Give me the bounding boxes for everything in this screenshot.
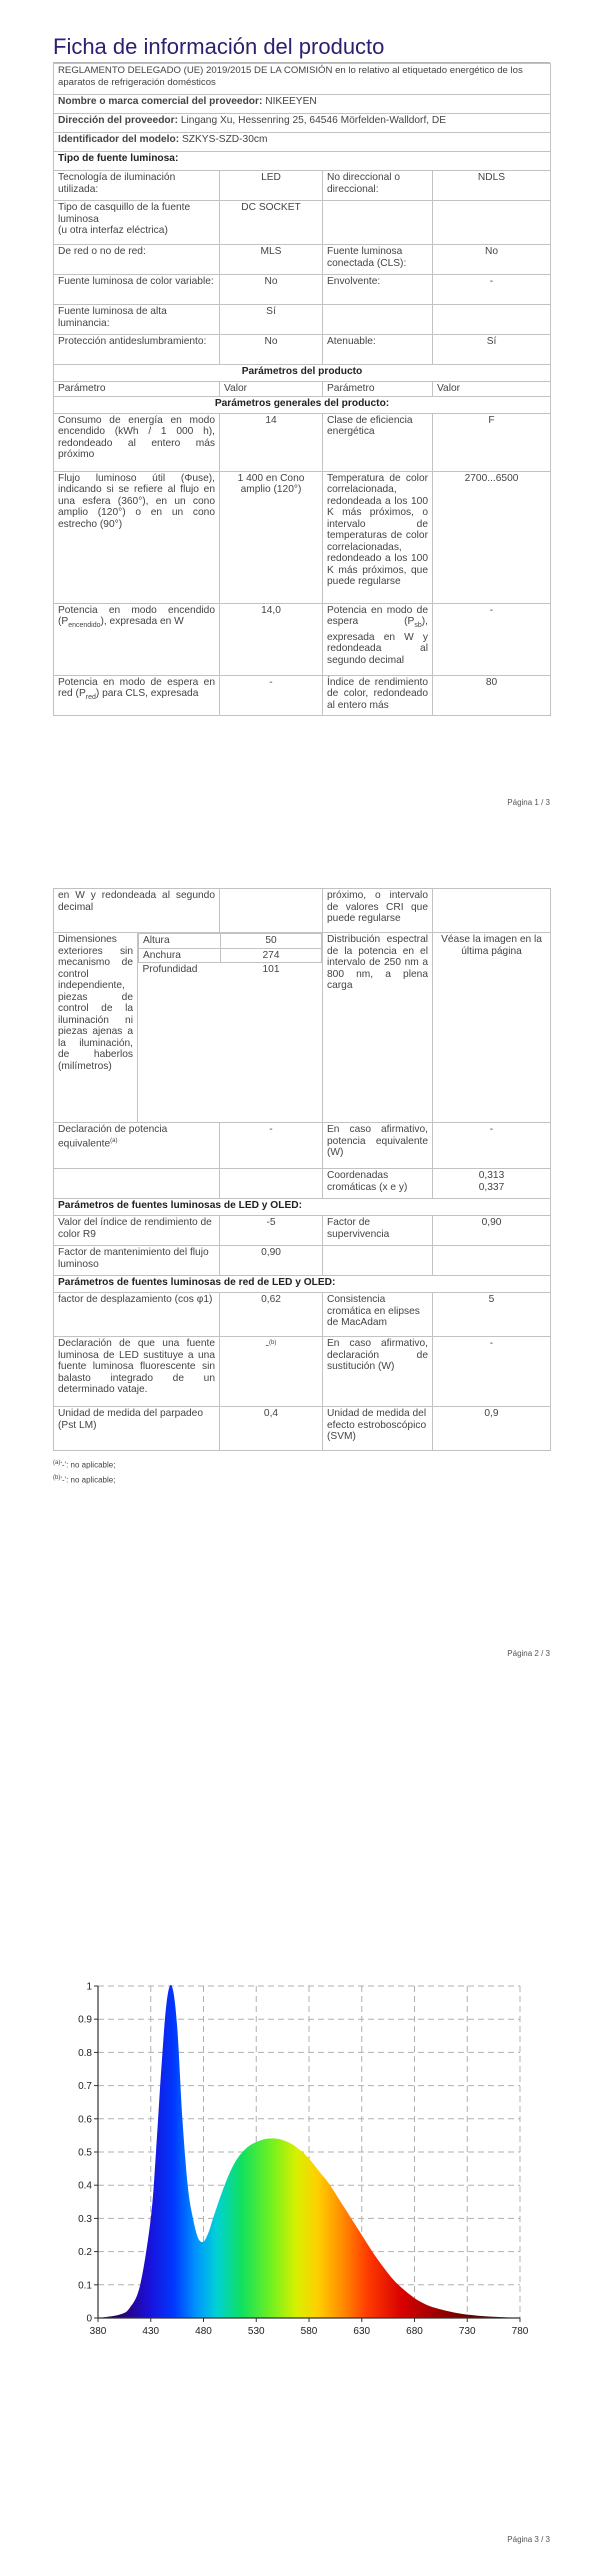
footnote-a-text: : no aplicable; [66,1460,116,1470]
high-luminance-label: Fuente luminosa de alta luminancia: [54,305,220,335]
dimmable-label: Atenuable: [323,335,433,365]
pst-value: 0,4 [220,1407,323,1451]
chromaticity-label: Coordenadas cromáticas (x e y) [323,1169,433,1199]
x-tick-label: 780 [511,2326,529,2337]
col-header-param-1: Parámetro [54,382,220,397]
x-tick-labels [90,2326,529,2337]
power-on-value: 14,0 [220,603,323,675]
spd-value: Véase la imagen en la última página [433,933,551,1123]
col-header-value-2: Valor [433,382,551,397]
equivalent-yes-label: En caso afirmativo, potencia equivalente (W) [323,1123,433,1169]
directional-value: NDLS [433,171,551,201]
model-id-value: SZKYS-SZD-30cm [181,134,268,145]
x-tick-label: 630 [353,2326,371,2337]
supplier-name-row [54,95,551,114]
footnote-b-text: : no aplicable; [66,1475,116,1485]
y-tick-label: 0 [86,2313,92,2325]
net-standby-label-pre: Potencia en modo de espera en red (P [58,676,215,699]
envelope-label: Envolvente: [323,275,433,305]
standby-label-pre: Potencia en modo de espera (P [327,604,428,627]
footnote-a-mark: '-' [60,1460,67,1470]
dimensions-table [138,933,322,977]
replace-yes-value: - [433,1337,551,1407]
dimmable-value: Sí [433,335,551,365]
net-standby-label-post: ) para CLS, expresada [95,688,199,699]
x-tick-label: 680 [406,2326,423,2337]
mains-led-params-heading: Parámetros de fuentes luminosas de red de LED y OLED: [54,1276,551,1293]
x-tick-label: 580 [300,2326,318,2337]
mains-label: De red o no de red: [54,245,220,275]
x-tick-label: 430 [142,2326,160,2337]
page-2-content [53,888,550,1486]
dimensions-values [138,933,323,1123]
maintenance-value: 0,90 [220,1246,323,1276]
page-title: Ficha de información del producto [53,32,550,63]
replace-yes-label: En caso afirmativo, declaración de sustitución (W) [323,1337,433,1407]
cls-value: No [433,245,551,275]
power-on-label [54,603,220,675]
y-tick-label: 0.2 [78,2247,92,2259]
supplier-name-value: NIKEEYEN [265,96,317,107]
anti-glare-label: Protección antideslumbramiento: [54,335,220,365]
cri-label-cont: próximo, o intervalo de valores CRI que puede regularse [323,889,433,933]
product-params-heading: Parámetros del producto [54,365,551,382]
x-tick-label: 480 [195,2326,212,2337]
x-tick-label: 380 [89,2326,107,2337]
macadam-label: Consistencia cromática en elipses de MacAdam [323,1293,433,1337]
supplier-address-row [54,114,551,133]
model-id-row [54,133,551,152]
directional-label: No direccional o direccional: [323,171,433,201]
replace-sup: (b) [269,1340,277,1346]
flux-label: Flujo luminoso útil (Φuse), indicando si se refiere al flujo en una esfera (360°), en un cono amplio (120°) o en un cono estrecho (90°) [54,471,220,603]
width-value: 274 [221,948,322,963]
page-number-1: Página 1 / 3 [507,798,550,807]
light-source-heading: Tipo de fuente luminosa: [54,152,551,171]
replace-value-cell [220,1337,323,1407]
spectrum-chart [68,1974,538,2354]
efficiency-value: F [433,413,551,471]
page-2 [0,852,603,1704]
energy-value: 14 [220,413,323,471]
y-tick-label: 0.4 [78,2180,92,2192]
product-info-table [53,63,551,716]
cap-label: Tipo de casquillo de la fuente luminosa [58,202,191,225]
net-standby-label-cont: en W y redondeada al segundo decimal [54,889,220,933]
equivalent-sup: (a) [110,1137,118,1144]
anti-glare-value: No [220,335,323,365]
replace-label: Declaración de que una fuente luminosa de LED sustituye a una fuente luminosa fluorescente sin balasto integrado de un determinado vataje. [54,1337,220,1407]
cls-label: Fuente luminosa conectada (CLS): [323,245,433,275]
model-id-label: Identificador del modelo: [58,134,180,145]
page-1 [0,0,603,852]
cap-value: DC SOCKET [220,201,323,245]
cap-cell [54,201,220,245]
r9-value: -5 [220,1216,323,1246]
y-tick-label: 0.9 [78,2014,92,2026]
envelope-value: - [433,275,551,305]
height-value: 50 [221,934,322,949]
colour-tunable-value: No [220,275,323,305]
footnote-a [53,1457,550,1472]
chromaticity-values [433,1169,551,1199]
depth-value: 101 [262,964,280,975]
flux-value: 1 400 en Cono amplio (120°) [220,471,323,603]
replace-value: - [265,1340,270,1352]
displacement-value: 0,62 [220,1293,323,1337]
cct-label: Temperatura de color correlacionada, redondeada a los 100 K más próximos, o intervalo de temperaturas de color correlacionadas, redondeado a los 100 K más próximos, que puede regularse [323,471,433,603]
equivalent-value: - [220,1123,323,1169]
equivalent-label-text: Declaración de potencia equivalente [58,1124,168,1149]
footnote-b [53,1472,550,1487]
page-3 [0,1704,603,2560]
cap-sub: (u otra interfaz eléctrica) [58,225,168,236]
supplier-name-label: Nombre o marca comercial del proveedor: [58,96,263,107]
page-number-3: Página 3 / 3 [507,2535,550,2544]
r9-label: Valor del índice de rendimiento de color R9 [54,1216,220,1246]
maintenance-label: Factor de mantenimiento del flujo luminoso [54,1246,220,1276]
survival-value: 0,90 [433,1216,551,1246]
y-tick-label: 1 [86,1981,92,1993]
cct-value: 2700...6500 [433,471,551,603]
power-on-label-post: ), expresada en W [100,616,184,627]
power-on-sub: encendido [68,622,101,630]
standby-label [323,603,433,675]
efficiency-label: Clase de eficiencia energética [323,413,433,471]
product-info-table-cont [53,888,551,1451]
net-standby-label [54,675,220,715]
general-params-heading: Parámetros generales del producto: [54,396,551,413]
y-tick-label: 0.1 [78,2280,92,2292]
supplier-address-label: Dirección del proveedor: [58,115,179,126]
svm-label: Unidad de medida del efecto estroboscópico (SVM) [323,1407,433,1451]
col-header-param-2: Parámetro [323,382,433,397]
standby-value: - [433,603,551,675]
depth-label: Profundidad [142,964,198,975]
y-tick-labels [78,1982,92,2325]
tech-label: Tecnología de iluminación utilizada: [54,171,220,201]
cri-label: Índice de rendimiento de color, redondeado al entero más [323,675,433,715]
regulation-text: REGLAMENTO DELEGADO (UE) 2019/2015 DE LA COMISIÓN en lo relativo al etiquetado energético de los aparatos de refrigeración domésticos [54,64,551,95]
y-tick-label: 0.7 [78,2081,92,2093]
dimensions-label: Dimensiones exteriores sin mecanismo de control independiente, piezas de control de la iluminación ni piezas ajenas a la iluminación, de haberlos (milímetros) [54,933,138,1123]
spd-label: Distribución espectral de la potencia en el intervalo de 250 nm a 800 nm, a plena carga [323,933,433,1123]
equivalent-yes-value: - [433,1123,551,1169]
power-on-label-pre: Potencia en modo encendido (P [58,604,215,627]
survival-label: Factor de supervivencia [323,1216,433,1246]
y-tick-label: 0.6 [78,2114,92,2126]
colour-tunable-label: Fuente luminosa de color variable: [54,275,220,305]
macadam-value: 5 [433,1293,551,1337]
led-params-heading: Parámetros de fuentes luminosas de LED y OLED: [54,1199,551,1216]
page-1-content [53,32,550,716]
x-tick-label: 730 [458,2326,476,2337]
y-tick-label: 0.8 [78,2047,92,2059]
footnote-a-sup: (a) [53,1460,61,1466]
svm-value: 0,9 [433,1407,551,1451]
standby-sub: sb [414,622,422,630]
tech-value: LED [220,171,323,201]
standby-label-post: ), expresada en W y redondeada al segundo decimal [327,616,428,666]
height-label: Altura [139,934,221,949]
cri-value: 80 [433,675,551,715]
y-tick-label: 0.3 [78,2213,92,2225]
chromaticity-y: 0,337 [478,1181,505,1193]
footnote-b-sup: (b) [53,1474,61,1481]
y-tick-label: 0.5 [78,2147,92,2159]
chromaticity-x: 0,313 [478,1170,505,1181]
equivalent-label [54,1123,220,1169]
energy-label: Consumo de energía en modo encendido (kWh / 1 000 h), redondeado al entero más próximo [54,413,220,471]
net-standby-sub: red [85,694,96,702]
pst-label: Unidad de medida del parpadeo (Pst LM) [54,1407,220,1451]
spectrum-chart-svg [68,1974,538,2354]
mains-value: MLS [220,245,323,275]
x-tick-label: 530 [247,2326,265,2337]
footnote-b-mark: '-' [60,1475,67,1485]
col-header-value-1: Valor [220,382,323,397]
net-standby-value: - [220,675,323,715]
high-luminance-value: Sí [220,305,323,335]
width-label: Anchura [139,948,221,963]
page-number-2: Página 2 / 3 [507,1649,550,1658]
supplier-address-value: Lingang Xu, Hessenring 25, 64546 Mörfelden-Walldorf, DE [180,115,447,126]
displacement-label: factor de desplazamiento (cos φ1) [54,1293,220,1337]
